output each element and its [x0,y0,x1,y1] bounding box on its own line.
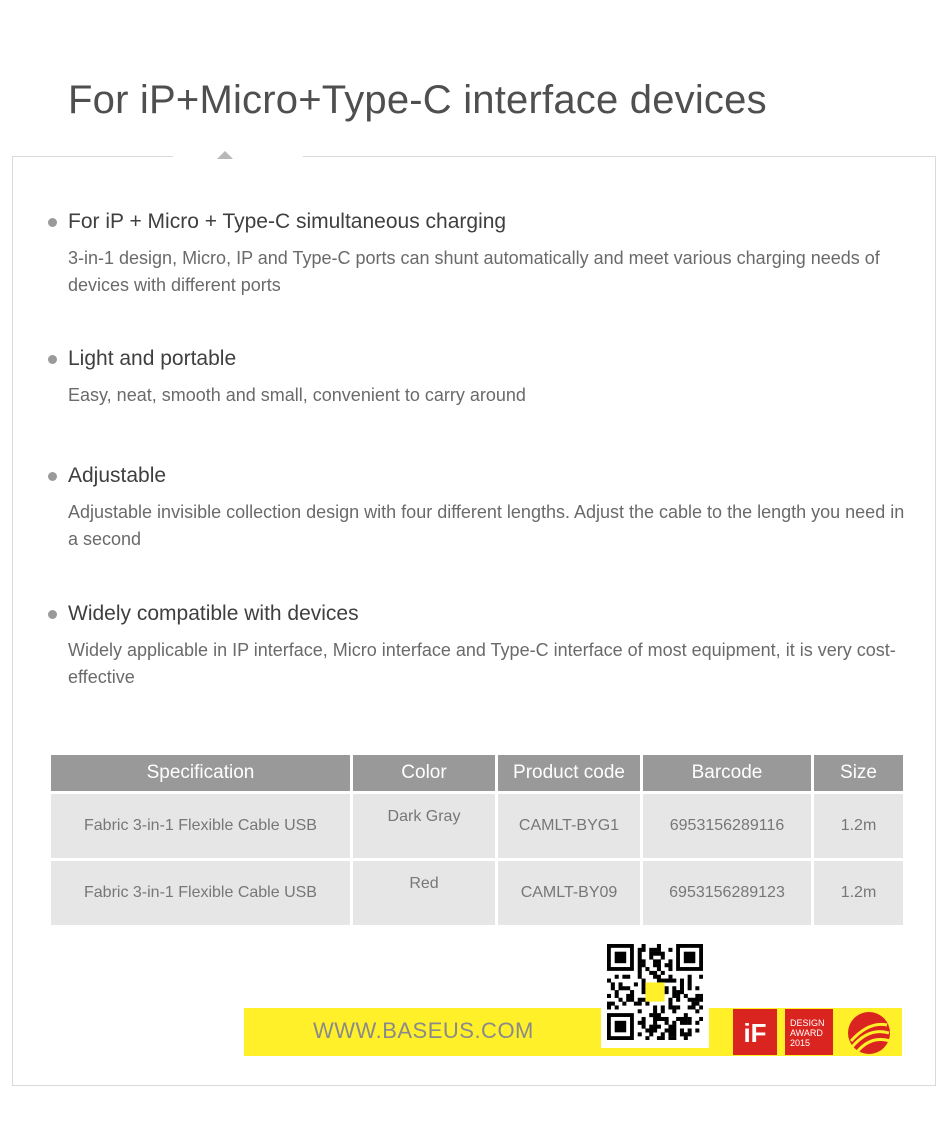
panel-notch-gap [173,155,303,159]
award-line: 2015 [790,1038,811,1048]
table-cell: Dark Gray [353,794,495,858]
page-title: For iP+Micro+Type-C interface devices [68,78,767,122]
bullet-dot-icon [48,472,57,481]
award-line: DESIGN [790,1018,825,1028]
table-cell: CAMLT-BY09 [498,861,640,925]
feature-simultaneous-charging [48,209,908,299]
table-cell: 1.2m [814,794,903,858]
feature-description: Easy, neat, smooth and small, convenient to carry around [68,385,526,405]
bullet-dot-icon [48,218,57,227]
column-header: Size [814,755,903,791]
if-design-logo [733,1009,777,1055]
table-row [51,861,903,925]
qr-code-icon [607,944,703,1040]
feature-title: Widely compatible with devices [68,602,359,625]
column-header: Specification [51,755,350,791]
if-logo-text: iF [743,1018,767,1048]
feature-compatible [48,601,908,691]
table-header-row [51,755,903,791]
bullet-dot-icon [48,610,57,619]
award-line: AWARD [790,1028,823,1038]
design-award-badge [785,1009,833,1055]
column-header: Barcode [643,755,811,791]
table-cell: Fabric 3-in-1 Flexible Cable USB [51,794,350,858]
table-cell: CAMLT-BYG1 [498,794,640,858]
column-header: Color [353,755,495,791]
feature-description: 3-in-1 design, Micro, IP and Type-C ports can shunt automatically and meet various charging needs of devices with different ports [68,248,880,295]
feature-adjustable [48,463,908,553]
reddot-award-icon [847,1011,891,1055]
specification-table [48,752,906,928]
feature-title: Light and portable [68,347,237,370]
feature-title: Adjustable [68,464,167,487]
table-cell: 6953156289123 [643,861,811,925]
table-row [51,794,903,858]
table-cell: Fabric 3-in-1 Flexible Cable USB [51,861,350,925]
bullet-dot-icon [48,355,57,364]
column-header: Product code [498,755,640,791]
feature-title: For iP + Micro + Type-C simultaneous charging [68,210,507,233]
table-cell: 6953156289116 [643,794,811,858]
website-link[interactable]: WWW.BASEUS.COM [313,1018,534,1043]
caret-up-icon [217,151,233,159]
feature-light-portable [48,346,908,409]
feature-description: Widely applicable in IP interface, Micro interface and Type-C interface of most equipment, it is very cost-effective [68,640,896,687]
feature-description: Adjustable invisible collection design with four different lengths. Adjust the cable to the length you need in a second [68,502,905,549]
qr-code [601,938,709,1048]
table-cell: 1.2m [814,861,903,925]
table-cell: Red [353,861,495,925]
